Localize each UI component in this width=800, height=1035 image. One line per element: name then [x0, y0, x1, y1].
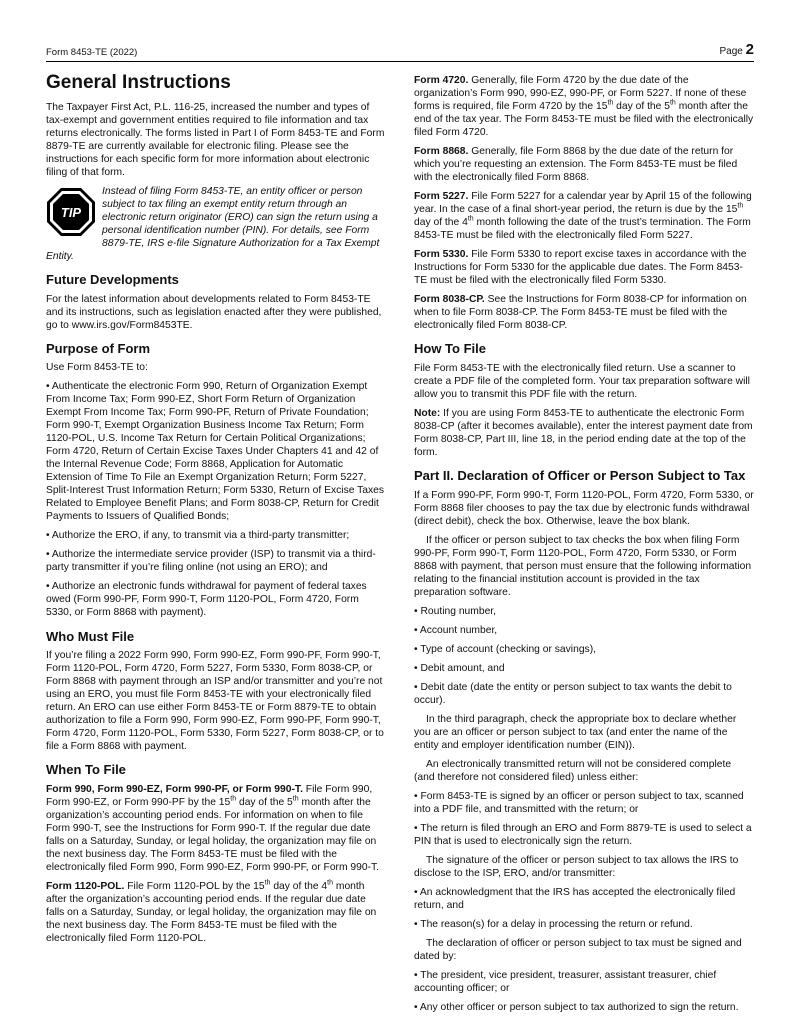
superscript: th	[230, 795, 237, 803]
who-must-file-text: If you’re filing a 2022 Form 990, Form 990-EZ, Form 990-PF, Form 990-T, Form 1120-POL, Form 4720, Form 5227, Form 5330, Form 8038-CP, or Form 8868 with payment through an ISP and/or transmitter and you’re not using an ERO, you must file Form 8453-TE with your electronically filed return. An ERO can use either Form 8453-TE or Form 8879-TE to obtain authorization to file a Form 990, Form 990-EZ, Form 990-PF, Form 990-T, Form 4720, Form 1120-POL, Form 5330, Form 5227, Form 8038-CP, or to file a Form 8868 with payment.	[46, 650, 384, 753]
tip-box	[46, 185, 386, 263]
form-5330-lead: Form 5330.	[414, 249, 469, 261]
text-run: File Form 990, Form 990-EZ, or Form 990-PF by the 15	[46, 783, 373, 808]
text-run: File Form 1120-POL by the 15	[124, 880, 265, 892]
form-4720-lead: Form 4720.	[414, 75, 469, 86]
text-run: day of the 5	[236, 796, 293, 808]
page-number: 2	[745, 41, 754, 58]
text-run: month after the organization’s accounting period ends. For information on when to file Form 990-T, see the Instructions for Form 990-T. If the regular due date falls on a Saturday, Sunday, or legal holiday, the organization may file on the next business day. The Form 8453-TE must be filed with the electronically filed Form 990, Form 990-EZ, Form 990-PF, or Form 990-T.	[46, 796, 380, 873]
how-to-file-heading: How To File	[414, 341, 486, 357]
future-developments-text: For the latest information about developments related to Form 8453-TE and its instructions, such as legislation enacted after they were published, go to www.irs.gov/Form8453TE.	[46, 293, 382, 331]
superscript: th	[607, 99, 614, 107]
when-990-paragraph	[46, 783, 386, 874]
how-to-file-text: File Form 8453-TE with the electronically filed return. Use a scanner to create a PDF file of the completed form. Your tax preparation software will allow you to transmit this PDF file with the return.	[414, 362, 750, 400]
text-run: File Form 5330 to report excise taxes in accordance with the Instructions for Form 5330 for the applicable due dates. The Form 8453-TE must be filed with the electronically filed Form 5330.	[414, 249, 747, 287]
page-title: General Instructions	[46, 72, 231, 93]
purpose-heading: Purpose of Form	[46, 340, 151, 356]
form-5227-lead: Form 5227.	[414, 191, 469, 203]
signer-bullet: • Any other officer or person subject to tax authorized to sign the return.	[414, 1002, 739, 1014]
form-8868-paragraph	[414, 145, 754, 184]
page-header	[46, 38, 754, 62]
text-run: month after the organization’s accounting period ends. If the regular due date falls on a Saturday, Sunday, or legal holiday, the organization may file on the next business day. The Form 8453-TE must be filed with the electronically filed Form 1120-POL.	[46, 880, 377, 944]
when-to-file-heading: When To File	[46, 762, 126, 778]
part2-paragraph: An electronically transmitted return will not be considered complete (and therefore not considered filed) unless either:	[414, 758, 732, 783]
part2-heading: Part II. Declaration of Officer or Person Subject to Tax	[414, 467, 746, 483]
purpose-bullet: • Authenticate the electronic Form 990, Return of Organization Exempt From Income Tax; Form 990-EZ, Short Form Return of Organization Exempt From Income Tax; Form 990-PF, Return of Private Foundation; Form 990-T, Exempt Organization Business Income Tax Return; Form 1120-POL, U.S. Income Tax Return for Certain Political Organizations; Form 4720, Return of Certain Excise Taxes Under Chapters 41 and 42 of the Internal Revenue Code; Form 8868, Application for Automatic Extension of Time To File an Exempt Organization Return; Form 5227, Split-Interest Trust Information Return; Form 5330, Return of Excise Taxes Related to Employee Benefit Plans; and Form 8038-CP, Return for Credit Payments to Issuers of Qualified Bonds;	[46, 381, 385, 523]
note-paragraph	[414, 407, 754, 459]
text-run: Generally, file Form 8868 by the due date of the return for which you’re requesting an extension. The Form 8453-TE must be filed with the electronically filed Form 8868.	[414, 146, 738, 184]
when-1120-lead: Form 1120-POL.	[46, 880, 125, 892]
text-run: day of the 5	[613, 101, 670, 113]
superscript: th	[264, 879, 271, 887]
superscript: th	[327, 879, 333, 887]
bank-bullet: • Routing number,	[414, 605, 497, 617]
part2-paragraph: If the officer or person subject to tax checks the box when filing Form 990-PF, Form 990-T, Form 1120-POL, Form 4720, Form 5330, or Form 8868 with payment, that person must ensure that the following information relating to the financial institution account is provided in the tax preparation software.	[414, 534, 752, 598]
tip-text: Instead of filing Form 8453-TE, an entity officer or person subject to tax filing an exempt entity return through an electronic return originator (ERO) can sign the return using a personal identification number (PIN). For details, see Form 8879-TE, IRS e-file Signature Authorization for a Tax Exempt Entity.	[46, 185, 380, 262]
part2-paragraph: In the third paragraph, check the appropriate box to declare whether you are an officer or person subject to tax (and enter the name of the entity and employer identification number (EIN)).	[414, 713, 737, 751]
purpose-intro: Use Form 8453-TE to:	[46, 362, 148, 374]
bank-bullet: • Debit amount, and	[414, 662, 505, 674]
text-run: month after the end of the tax year. The Form 8453-TE must be filed with the electronically filed Form 4720.	[414, 101, 754, 139]
part2-paragraph: The declaration of officer or person subject to tax must be signed and dated by:	[414, 938, 742, 963]
page-indicator	[720, 41, 754, 58]
form-8038cp-lead: Form 8038-CP.	[414, 294, 485, 306]
form-5227-paragraph	[414, 190, 754, 242]
page-label: Page	[719, 46, 743, 57]
superscript: th	[737, 202, 744, 210]
who-must-file-heading: Who Must File	[46, 628, 135, 644]
tip-icon	[46, 187, 96, 237]
left-column	[46, 72, 386, 951]
text-run: If you are using Form 8453-TE to authenticate the electronic Form 8038-CP (after it becomes available), enter the interest payment date from Form 8038-CP, Part III, line 18, in the period ending date at the top of the form.	[414, 407, 753, 458]
bank-bullet: • Debit date (date the entity or person subject to tax wants the debit to occur).	[414, 681, 732, 706]
text-run: File Form 5227 for a calendar year by April 15 of the following year. In the case of a final short-year period, the return is due by the 15	[414, 191, 752, 216]
purpose-bullet: • Authorize an electronic funds withdrawal for payment of federal taxes owed (Form 990-PF, Form 990-T, Form 1120-POL, Form 4720, Form 5330, or Form 8868 with payment).	[46, 581, 367, 619]
text-run: day of the 4	[270, 880, 328, 892]
bank-bullet: • Type of account (checking or savings),	[414, 643, 596, 655]
text-run: day of the 4	[414, 217, 468, 229]
superscript: th	[292, 795, 299, 803]
right-column	[414, 74, 754, 1020]
text-run: See the Instructions for Form 8038-CP for information on when to file Form 8038-CP. The Form 8453-TE must be filed with the electronically filed Form 8038-CP.	[414, 294, 747, 332]
note-lead: Note:	[414, 407, 441, 419]
text-run: month following the date of the trust’s termination. The Form 8453-TE must be filed with the electronically filed Form 5227.	[414, 217, 751, 242]
disclose-bullet: • An acknowledgment that the IRS has accepted the electronically filed return, and	[414, 886, 736, 911]
when-990-lead: Form 990, Form 990-EZ, Form 990-PF, or Form 990-T.	[46, 783, 303, 795]
signer-bullet: • The president, vice president, treasurer, assistant treasurer, chief accounting officer; or	[414, 970, 717, 995]
part2-paragraph: The signature of the officer or person subject to tax allows the IRS to disclose to the ISP, ERO, and/or transmitter:	[414, 854, 739, 879]
intro-paragraph: The Taxpayer First Act, P.L. 116-25, increased the number and types of tax-exempt and government entities required to file information and tax returns electronically. The forms listed in Part I of Form 8453-TE and Form 8879-TE are currently available for electronic filing. Please see the instructions for each specific form for more information about electronic filing of that form.	[46, 101, 385, 178]
bank-bullet: • Account number,	[414, 624, 498, 636]
superscript: th	[467, 215, 474, 223]
form-5330-paragraph	[414, 248, 754, 287]
tip-label: TIP	[60, 204, 82, 220]
superscript: th	[669, 99, 676, 107]
form-id: Form 8453-TE (2022)	[46, 47, 138, 58]
part2-paragraph: If a Form 990-PF, Form 990-T, Form 1120-POL, Form 4720, Form 5330, or Form 8868 filer chooses to pay the tax due by electronic funds withdrawal (direct debit), check the box. Otherwise, leave the box blank.	[414, 489, 754, 527]
purpose-bullet: • Authorize the intermediate service provider (ISP) to transmit via a third-party transmitter if you’re filing online (not using an ERO); and	[46, 549, 376, 574]
complete-bullet: • Form 8453-TE is signed by an officer or person subject to tax, scanned into a PDF file, and transmitted with the return; or	[414, 790, 744, 815]
header-rule	[46, 61, 754, 62]
text-run: Generally, file Form 4720 by the due date of the organization’s Form 990, 990-EZ, 990-PF, or Form 5227. If none of these forms is required, file Form 4720 by the 15	[414, 75, 747, 113]
future-developments-heading: Future Developments	[46, 271, 179, 287]
form-4720-paragraph	[414, 74, 754, 139]
form-8038cp-paragraph	[414, 293, 754, 332]
when-1120-paragraph	[46, 880, 386, 945]
disclose-bullet: • The reason(s) for a delay in processing the return or refund.	[414, 919, 693, 930]
form-8868-lead: Form 8868.	[414, 146, 469, 158]
complete-bullet: • The return is filed through an ERO and Form 8879-TE is used to select a PIN that is used to electronically sign the return.	[414, 822, 752, 847]
purpose-bullet: • Authorize the ERO, if any, to transmit via a third-party transmitter;	[46, 530, 350, 542]
